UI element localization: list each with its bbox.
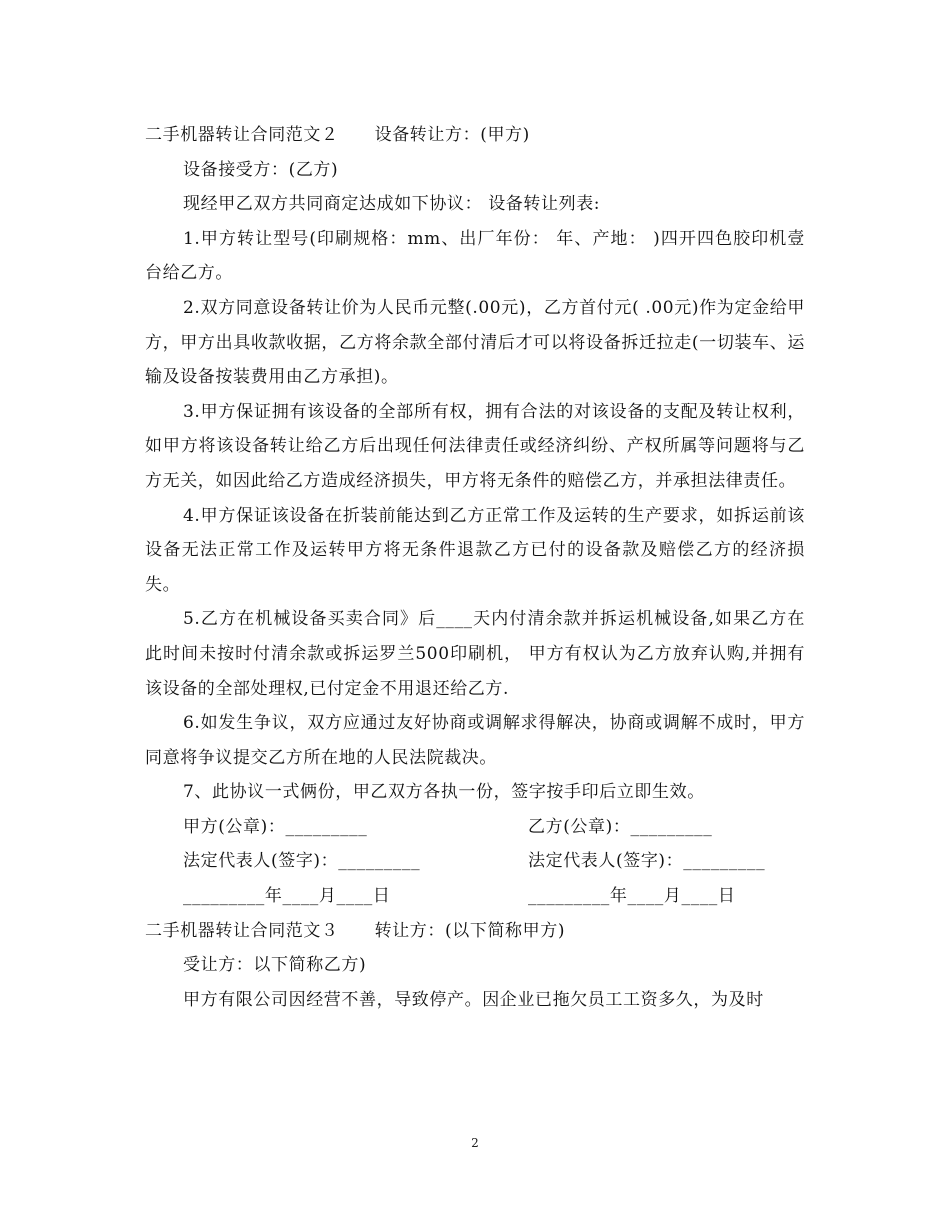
party-b-date-line: _________年____月____日 (528, 886, 736, 907)
document-body (145, 118, 805, 1017)
party-b-representative-line: 法定代表人(签字)：_________ (528, 851, 766, 872)
clause-6: 6.如发生争议，双方应通过友好协商或调解求得解决，协商或调解不成时，甲方同意将争议提交乙方所在地的人民法院裁决。 (145, 713, 805, 768)
representative-row (145, 844, 805, 879)
clause-7: 7、此协议一式俩份，甲乙双方各执一份，签字按手印后立即生效。 (183, 782, 705, 803)
party-b-seal-line: 乙方(公章)：_________ (528, 816, 713, 837)
contract-3-title: 二手机器转让合同范文３ (145, 920, 339, 941)
contract-3-heading (145, 914, 805, 949)
transferor-3-label: 转让方：(以下简称甲方) (374, 920, 566, 941)
party-a-seal-line: 甲方(公章)：_________ (183, 816, 368, 837)
party-a-representative-line: 法定代表人(签字)：_________ (183, 851, 421, 872)
party-a-date-line: _________年____月____日 (183, 886, 391, 907)
clause-4: 4.甲方保证该设备在折装前能达到乙方正常工作及运转的生产要求，如拆运前该设备无法正常工作及运转甲方将无条件退款乙方已付的设备款及赔偿乙方的经济损失。 (145, 505, 805, 595)
contract-2-title: 二手机器转让合同范文２ (145, 125, 339, 145)
transferee-label: 受让方：以下简称乙方) (183, 955, 367, 976)
date-row (145, 879, 805, 914)
closing-paragraph: 甲方有限公司因经营不善，导致停产。因企业已拖欠员工工资多久，为及时 (183, 989, 764, 1010)
clause-5: 5.乙方在机械设备买卖合同》后____天内付清余款并拆运机械设备,如果乙方在此时间未按时付清余款或拆运罗兰500印刷机， 甲方有权认为乙方放弃认购,并拥有该设备的全部处理权,已付定金不用退还给乙方. (145, 609, 805, 699)
contract-2-heading (145, 118, 805, 153)
clause-2: 2.双方同意设备转让价为人民币元整(.00元)，乙方首付元( .00元)作为定金给甲方，甲方出具收款收据，乙方将余款全部付清后才可以将设备拆迁拉走(一切装车、运输及设备按装费用由乙方承担)。 (145, 297, 805, 388)
intro-paragraph: 现经甲乙双方共同商定达成如下协议： 设备转让列表: (183, 194, 601, 215)
receiver-label: 设备接受方：(乙方) (183, 159, 339, 180)
transferor-label: 设备转让方：(甲方) (374, 125, 530, 145)
seal-row (145, 810, 805, 845)
clause-1: 1.甲方转让型号(印刷规格：mm、出厂年份： 年、产地： )四开四色胶印机壹台给乙方。 (145, 228, 805, 284)
page-number: 2 (471, 1136, 479, 1150)
clause-3: 3.甲方保证拥有该设备的全部所有权，拥有合法的对该设备的支配及转让权利，如甲方将该设备转让给乙方后出现任何法律责任或经济纠纷、产权所属等问题将与乙方无关，如因此给乙方造成经济损失，甲方将无条件的赔偿乙方，并承担法律责任。 (145, 401, 805, 491)
